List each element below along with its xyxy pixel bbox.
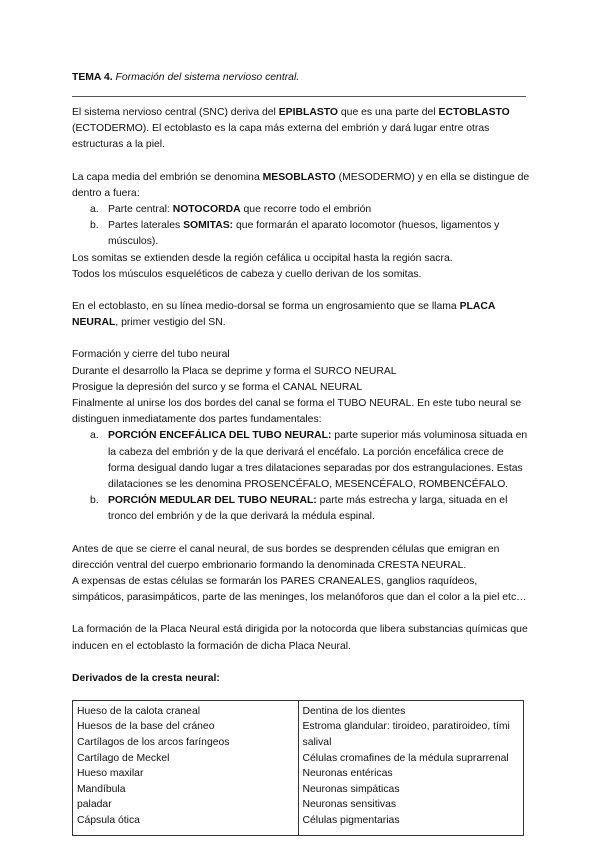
table-row (73, 700, 524, 835)
paragraph-snc (72, 105, 532, 154)
text-span: En el ectoblasto, en su línea medio-dorsal se forma un engrosamiento que se llama (72, 301, 460, 313)
surco-neural-line: Durante el desarrollo la Placa se deprime y forma el SURCO NEURAL (72, 365, 397, 377)
list-marker: b. (90, 495, 99, 507)
tema-subject: Formación del sistema nervioso central. (115, 72, 300, 83)
somitas-extension: Los somitas se extienden desde la región cefálica u occipital hasta la región sacra. (72, 252, 453, 264)
table-cell-line: paladar (77, 799, 112, 811)
derivados-right-cell (298, 700, 524, 835)
paragraph-placa-neural (72, 299, 532, 331)
text-span: que formarán el aparato locomotor (huesos, ligamentos y músculos). (108, 220, 500, 248)
mesoblasto-list (72, 202, 532, 251)
text-span: (ECTODERMO). El ectoblasto es la capa más externa del embrión y dará lugar entre otras estructuras a la piel. (72, 123, 490, 151)
notocorda-induction-para: La formación de la Placa Neural está dirigida por la notocorda que libera substancias químicas que inducen en el ectoblasto la formación de dicha Placa Neural. (72, 624, 528, 652)
term-mesoblasto: MESOBLASTO (262, 171, 336, 183)
table-cell-line: Neuronas sensitivas (302, 799, 397, 811)
tubo-neural-heading: Formación y cierre del tubo neural (72, 349, 230, 361)
term-placa-neural: PLACA NEURAL (72, 301, 495, 329)
paragraph-mesoblasto (72, 170, 532, 202)
tema-label: TEMA 4. (72, 72, 113, 83)
table-cell-line: Neuronas entéricas (302, 768, 393, 780)
text-span: Partes laterales (108, 220, 184, 232)
somitas-muscles: Todos los músculos esqueléticos de cabeza y cuello derivan de los somitas. (72, 268, 422, 280)
title-divider (72, 96, 526, 97)
canal-neural-line: Prosigue la depresión del surco y se forma el CANAL NEURAL (72, 381, 363, 393)
tubo-neural-line: Finalmente al unirse los dos bordes del canal se forma el TUBO NEURAL. En este tubo neural se distinguen inmediatamente dos partes fundamentales: (72, 398, 522, 426)
list-marker: a. (90, 204, 99, 216)
table-cell-line: Cartílagos de los arcos faríngeos (77, 737, 230, 749)
term-porcion-medular: PORCIÓN MEDULAR DEL TUBO NEURAL: (108, 495, 317, 507)
derivados-table (72, 700, 524, 836)
text-span: (MESODERMO) y en ella se distingue de dentro a fuera: (72, 171, 530, 199)
list-marker: a. (90, 430, 99, 442)
term-somitas: SOMITAS: (183, 220, 234, 232)
term-notocorda: NOTOCORDA (172, 204, 241, 216)
table-cell-line: Estroma glandular: tiroideo, paratiroideo, tími (302, 721, 510, 733)
list-item (72, 218, 532, 250)
pares-craneales-para: A expensas de estas células se formarán los PARES CRANEALES, ganglios raquídeos, simpáticos, parasimpáticos, parte de las meninges, los melanóforos que dan el color a la piel etc… (72, 576, 527, 604)
table-cell-line: Hueso de la calota craneal (77, 705, 201, 717)
table-cell-line: salival (302, 737, 332, 749)
term-porcion-encefalica: PORCIÓN ENCEFÁLICA DEL TUBO NEURAL: (108, 430, 332, 442)
tubo-neural-list (72, 428, 532, 525)
list-marker: b. (90, 220, 99, 232)
table-cell-line: Células cromafines de la médula suprarrenal (302, 752, 509, 764)
text-span: , primer vestigio del SN. (115, 317, 226, 329)
cresta-neural-para: Antes de que se cierre el canal neural, de sus bordes se desprenden células que emigran en dirección ventral del cuerpo embrionario formando la denominada CRESTA NEURAL. (72, 543, 500, 571)
document-page (72, 71, 532, 836)
list-item (72, 428, 532, 493)
table-cell-line: Células pigmentarias (302, 815, 400, 827)
derivados-heading: Derivados de la cresta neural: (72, 672, 220, 684)
text-span: que recorre todo el embrión (240, 204, 372, 216)
table-cell-line: Cartílago de Meckel (77, 752, 170, 764)
table-cell-line: Mandíbula (77, 783, 126, 795)
table-cell-line: Neuronas simpáticas (302, 783, 400, 795)
table-cell-line: Dentina de los dientes (302, 705, 406, 717)
table-cell-line: Huesos de la base del cráneo (77, 721, 215, 733)
table-cell-line: Cápsula ótica (77, 815, 140, 827)
text-span: parte más estrecha y larga, situada en el tronco del embrión y de la que derivará la médula espinal. (108, 495, 508, 523)
term-ectoblasto: ECTOBLASTO (438, 107, 510, 118)
text-span: El sistema nervioso central (SNC) deriva del (72, 107, 279, 118)
text-span: Parte central: (108, 204, 173, 216)
term-epiblasto: EPIBLASTO (278, 107, 339, 118)
list-item (72, 493, 532, 525)
list-item (72, 202, 532, 218)
table-cell-line: Hueso maxilar (77, 768, 144, 780)
text-span: parte superior más voluminosa situada en la cabeza del embrión y de la que derivará el encéfalo. La porción encefálica crece de forma desigual dando lugar a tres dilataciones separadas por dos estrangulaciones. Estas dilataciones se les denomina PROSENCÉFALO, MESENCÉFALO, ROMBENCÉFALO. (108, 430, 528, 491)
derivados-left-cell (73, 700, 299, 835)
text-span: La capa media del embrión se denomina (72, 171, 263, 183)
text-span: que es una parte del (338, 107, 439, 118)
page-title (72, 71, 532, 85)
